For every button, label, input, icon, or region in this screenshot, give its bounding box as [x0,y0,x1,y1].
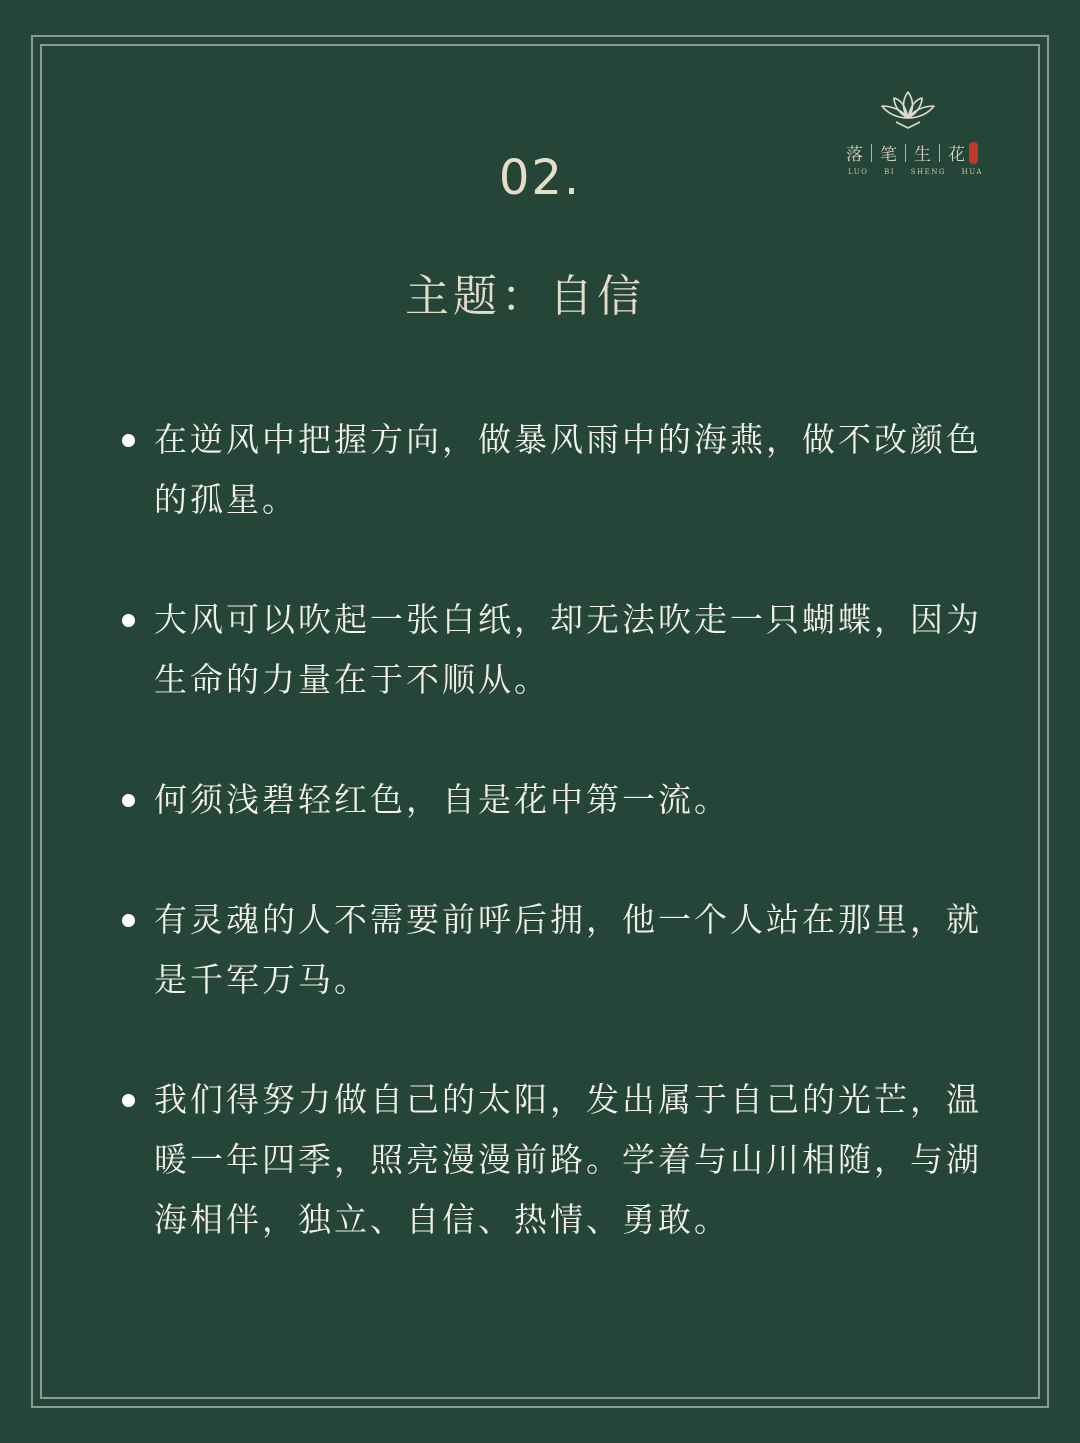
lotus-icon [876,88,940,132]
bullet-icon [122,1094,135,1107]
list-item [120,890,990,1010]
quote-text: 在逆风中把握方向，做暴风雨中的海燕，做不改颜色的孤星。 [154,420,982,519]
quote-text: 何须浅碧轻红色，自是花中第一流。 [154,780,730,819]
logo-char: 落 [846,145,863,165]
logo-char: 生 [914,145,931,165]
list-item [120,1070,990,1250]
list-item [120,770,990,830]
list-item [120,590,990,710]
bullet-icon [122,614,135,627]
quote-text: 我们得努力做自己的太阳，发出属于自己的光芒，温暖一年四季，照亮漫漫前路。学着与山川相随，与湖海相伴，独立、自信、热情、勇敢。 [154,1080,982,1239]
page-title: 主题：自信 [405,271,645,322]
logo-char: 笔 [880,145,897,165]
bullet-icon [122,794,135,807]
logo-roman-word: SHENG [910,168,946,176]
bullet-icon [122,434,135,447]
logo-roman-word: LUO [848,168,869,176]
logo-roman-word: BI [884,168,896,176]
logo-roman-word: HUA [961,168,983,176]
bullet-icon [122,914,135,927]
quote-text: 大风可以吹起一张白纸，却无法吹走一只蝴蝶，因为生命的力量在于不顺从。 [154,600,982,699]
list-item [120,410,990,530]
section-number: 02. [498,150,582,206]
quote-text: 有灵魂的人不需要前呼后拥，他一个人站在那里，就是千军万马。 [154,900,982,999]
logo-char: 花 [948,145,965,165]
